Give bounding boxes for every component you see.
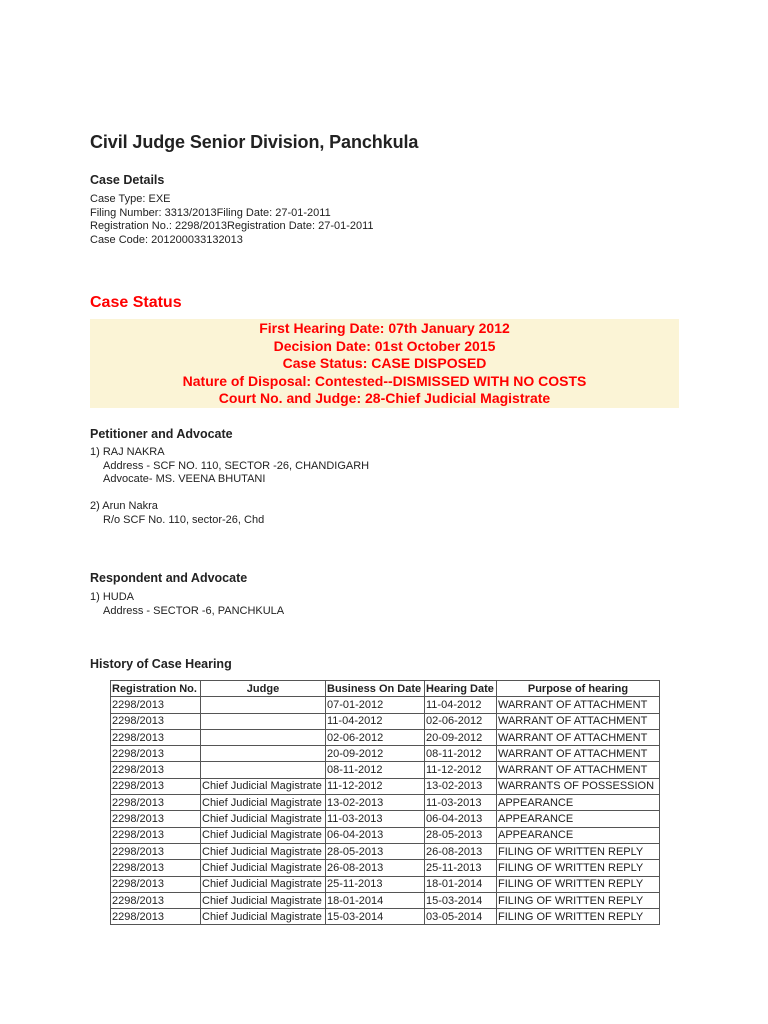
registration-no-cell: 2298/2013 (111, 811, 201, 827)
respondent-name: 1) HUDA (90, 591, 135, 603)
table-row (111, 778, 660, 794)
purpose-cell: WARRANT OF ATTACHMENT (497, 746, 660, 762)
table-row (111, 729, 660, 745)
page-title: Civil Judge Senior Division, Panchkula (90, 132, 419, 152)
judge-cell: Chief Judicial Magistrate (201, 909, 326, 925)
registration-no-cell: 2298/2013 (111, 778, 201, 794)
purpose-cell: APPEARANCE (497, 827, 660, 843)
purpose-cell: WARRANT OF ATTACHMENT (497, 697, 660, 713)
table-row (111, 843, 660, 859)
judge-cell: Chief Judicial Magistrate (201, 795, 326, 811)
court-and-judge: Court No. and Judge: 28-Chief Judicial Magistrate (218, 390, 551, 407)
judge-cell: Chief Judicial Magistrate (201, 827, 326, 843)
judge-cell (201, 697, 326, 713)
purpose-cell: WARRANT OF ATTACHMENT (497, 713, 660, 729)
business-on-date-cell: 07-01-2012 (326, 697, 425, 713)
hearing-date-cell: 06-04-2013 (425, 811, 497, 827)
registration-number-line: Registration No.: 2298/2013Registration Date: 27-01-2011 (90, 220, 374, 232)
judge-cell (201, 729, 326, 745)
business-on-date-cell: 15-03-2014 (326, 909, 425, 925)
judge-cell (201, 713, 326, 729)
column-header-judge: Judge (201, 681, 326, 697)
purpose-cell: APPEARANCE (497, 811, 660, 827)
table-row (111, 746, 660, 762)
judge-cell: Chief Judicial Magistrate (201, 843, 326, 859)
business-on-date-cell: 28-05-2013 (326, 843, 425, 859)
registration-no-cell: 2298/2013 (111, 892, 201, 908)
registration-no-cell: 2298/2013 (111, 762, 201, 778)
hearing-date-cell: 11-12-2012 (425, 762, 497, 778)
judge-cell: Chief Judicial Magistrate (201, 892, 326, 908)
table-row (111, 713, 660, 729)
judge-cell: Chief Judicial Magistrate (201, 860, 326, 876)
purpose-cell: FILING OF WRITTEN REPLY (497, 909, 660, 925)
table-row (111, 909, 660, 925)
hearing-date-cell: 11-04-2012 (425, 697, 497, 713)
case-details (90, 193, 374, 247)
petitioner-entry (90, 500, 264, 527)
registration-no-cell: 2298/2013 (111, 909, 201, 925)
table-row (111, 762, 660, 778)
petitioner-name: 2) Arun Nakra (90, 500, 158, 512)
hearing-date-cell: 25-11-2013 (425, 860, 497, 876)
history-heading: History of Case Hearing (90, 657, 232, 671)
registration-no-cell: 2298/2013 (111, 697, 201, 713)
case-status-box (90, 319, 679, 408)
table-header-row (111, 681, 660, 697)
purpose-cell: APPEARANCE (497, 795, 660, 811)
case-code-line: Case Code: 201200033132013 (90, 233, 243, 246)
business-on-date-cell: 02-06-2012 (326, 729, 425, 745)
judge-cell (201, 762, 326, 778)
purpose-cell: FILING OF WRITTEN REPLY (497, 876, 660, 892)
hearing-date-cell: 03-05-2014 (425, 909, 497, 925)
business-on-date-cell: 06-04-2013 (326, 827, 425, 843)
business-on-date-cell: 11-04-2012 (326, 713, 425, 729)
first-hearing-date: First Hearing Date: 07th January 2012 (259, 320, 510, 336)
hearing-date-cell: 08-11-2012 (425, 746, 497, 762)
petitioner-heading: Petitioner and Advocate (90, 427, 233, 441)
business-on-date-cell: 11-12-2012 (326, 778, 425, 794)
column-header-business-on-date: Business On Date (326, 681, 425, 697)
business-on-date-cell: 08-11-2012 (326, 762, 425, 778)
respondent-heading: Respondent and Advocate (90, 571, 248, 585)
business-on-date-cell: 13-02-2013 (326, 795, 425, 811)
purpose-cell: FILING OF WRITTEN REPLY (497, 892, 660, 908)
purpose-cell: WARRANT OF ATTACHMENT (497, 729, 660, 745)
judge-cell: Chief Judicial Magistrate (201, 778, 326, 794)
purpose-cell: WARRANT OF ATTACHMENT (497, 762, 660, 778)
business-on-date-cell: 26-08-2013 (326, 860, 425, 876)
nature-of-disposal: Nature of Disposal: Contested--DISMISSED WITH NO COSTS (182, 372, 587, 389)
column-header-registration-no: Registration No. (111, 681, 201, 697)
judge-cell: Chief Judicial Magistrate (201, 876, 326, 892)
table-row (111, 827, 660, 843)
table-row (111, 860, 660, 876)
case-status-heading: Case Status (90, 294, 182, 311)
registration-no-cell: 2298/2013 (111, 795, 201, 811)
registration-no-cell: 2298/2013 (111, 713, 201, 729)
petitioner-address: Address - SCF NO. 110, SECTOR -26, CHANDIGARH (103, 459, 370, 472)
case-type-line: Case Type: EXE (90, 193, 171, 205)
column-header-purpose: Purpose of hearing (497, 681, 660, 697)
petitioner-entry (90, 446, 369, 487)
business-on-date-cell: 18-01-2014 (326, 892, 425, 908)
business-on-date-cell: 20-09-2012 (326, 746, 425, 762)
judge-cell: Chief Judicial Magistrate (201, 811, 326, 827)
respondent-entry (90, 591, 284, 618)
business-on-date-cell: 25-11-2013 (326, 876, 425, 892)
case-status-value: Case Status: CASE DISPOSED (282, 355, 487, 372)
decision-date: Decision Date: 01st October 2015 (273, 337, 496, 354)
hearing-history-table (110, 680, 660, 925)
purpose-cell: FILING OF WRITTEN REPLY (497, 843, 660, 859)
hearing-date-cell: 18-01-2014 (425, 876, 497, 892)
hearing-date-cell: 15-03-2014 (425, 892, 497, 908)
hearing-date-cell: 20-09-2012 (425, 729, 497, 745)
table-row (111, 811, 660, 827)
purpose-cell: WARRANTS OF POSSESSION (497, 778, 660, 794)
registration-no-cell: 2298/2013 (111, 827, 201, 843)
registration-no-cell: 2298/2013 (111, 876, 201, 892)
registration-no-cell: 2298/2013 (111, 843, 201, 859)
petitioner-name: 1) RAJ NAKRA (90, 446, 165, 458)
table-row (111, 795, 660, 811)
registration-no-cell: 2298/2013 (111, 860, 201, 876)
petitioner-address: R/o SCF No. 110, sector-26, Chd (103, 513, 265, 526)
hearing-date-cell: 26-08-2013 (425, 843, 497, 859)
table-body (111, 697, 660, 925)
hearing-date-cell: 28-05-2013 (425, 827, 497, 843)
table-row (111, 892, 660, 908)
hearing-date-cell: 11-03-2013 (425, 795, 497, 811)
petitioner-advocate: Advocate- MS. VEENA BHUTANI (103, 473, 266, 485)
purpose-cell: FILING OF WRITTEN REPLY (497, 860, 660, 876)
hearing-date-cell: 02-06-2012 (425, 713, 497, 729)
column-header-hearing-date: Hearing Date (425, 681, 497, 697)
business-on-date-cell: 11-03-2013 (326, 811, 425, 827)
hearing-date-cell: 13-02-2013 (425, 778, 497, 794)
table-row (111, 697, 660, 713)
respondent-address: Address - SECTOR -6, PANCHKULA (103, 604, 285, 617)
table-row (111, 876, 660, 892)
registration-no-cell: 2298/2013 (111, 746, 201, 762)
case-details-heading: Case Details (90, 173, 165, 187)
judge-cell (201, 746, 326, 762)
registration-no-cell: 2298/2013 (111, 729, 201, 745)
filing-number-line: Filing Number: 3313/2013Filing Date: 27-01-2011 (90, 206, 331, 219)
